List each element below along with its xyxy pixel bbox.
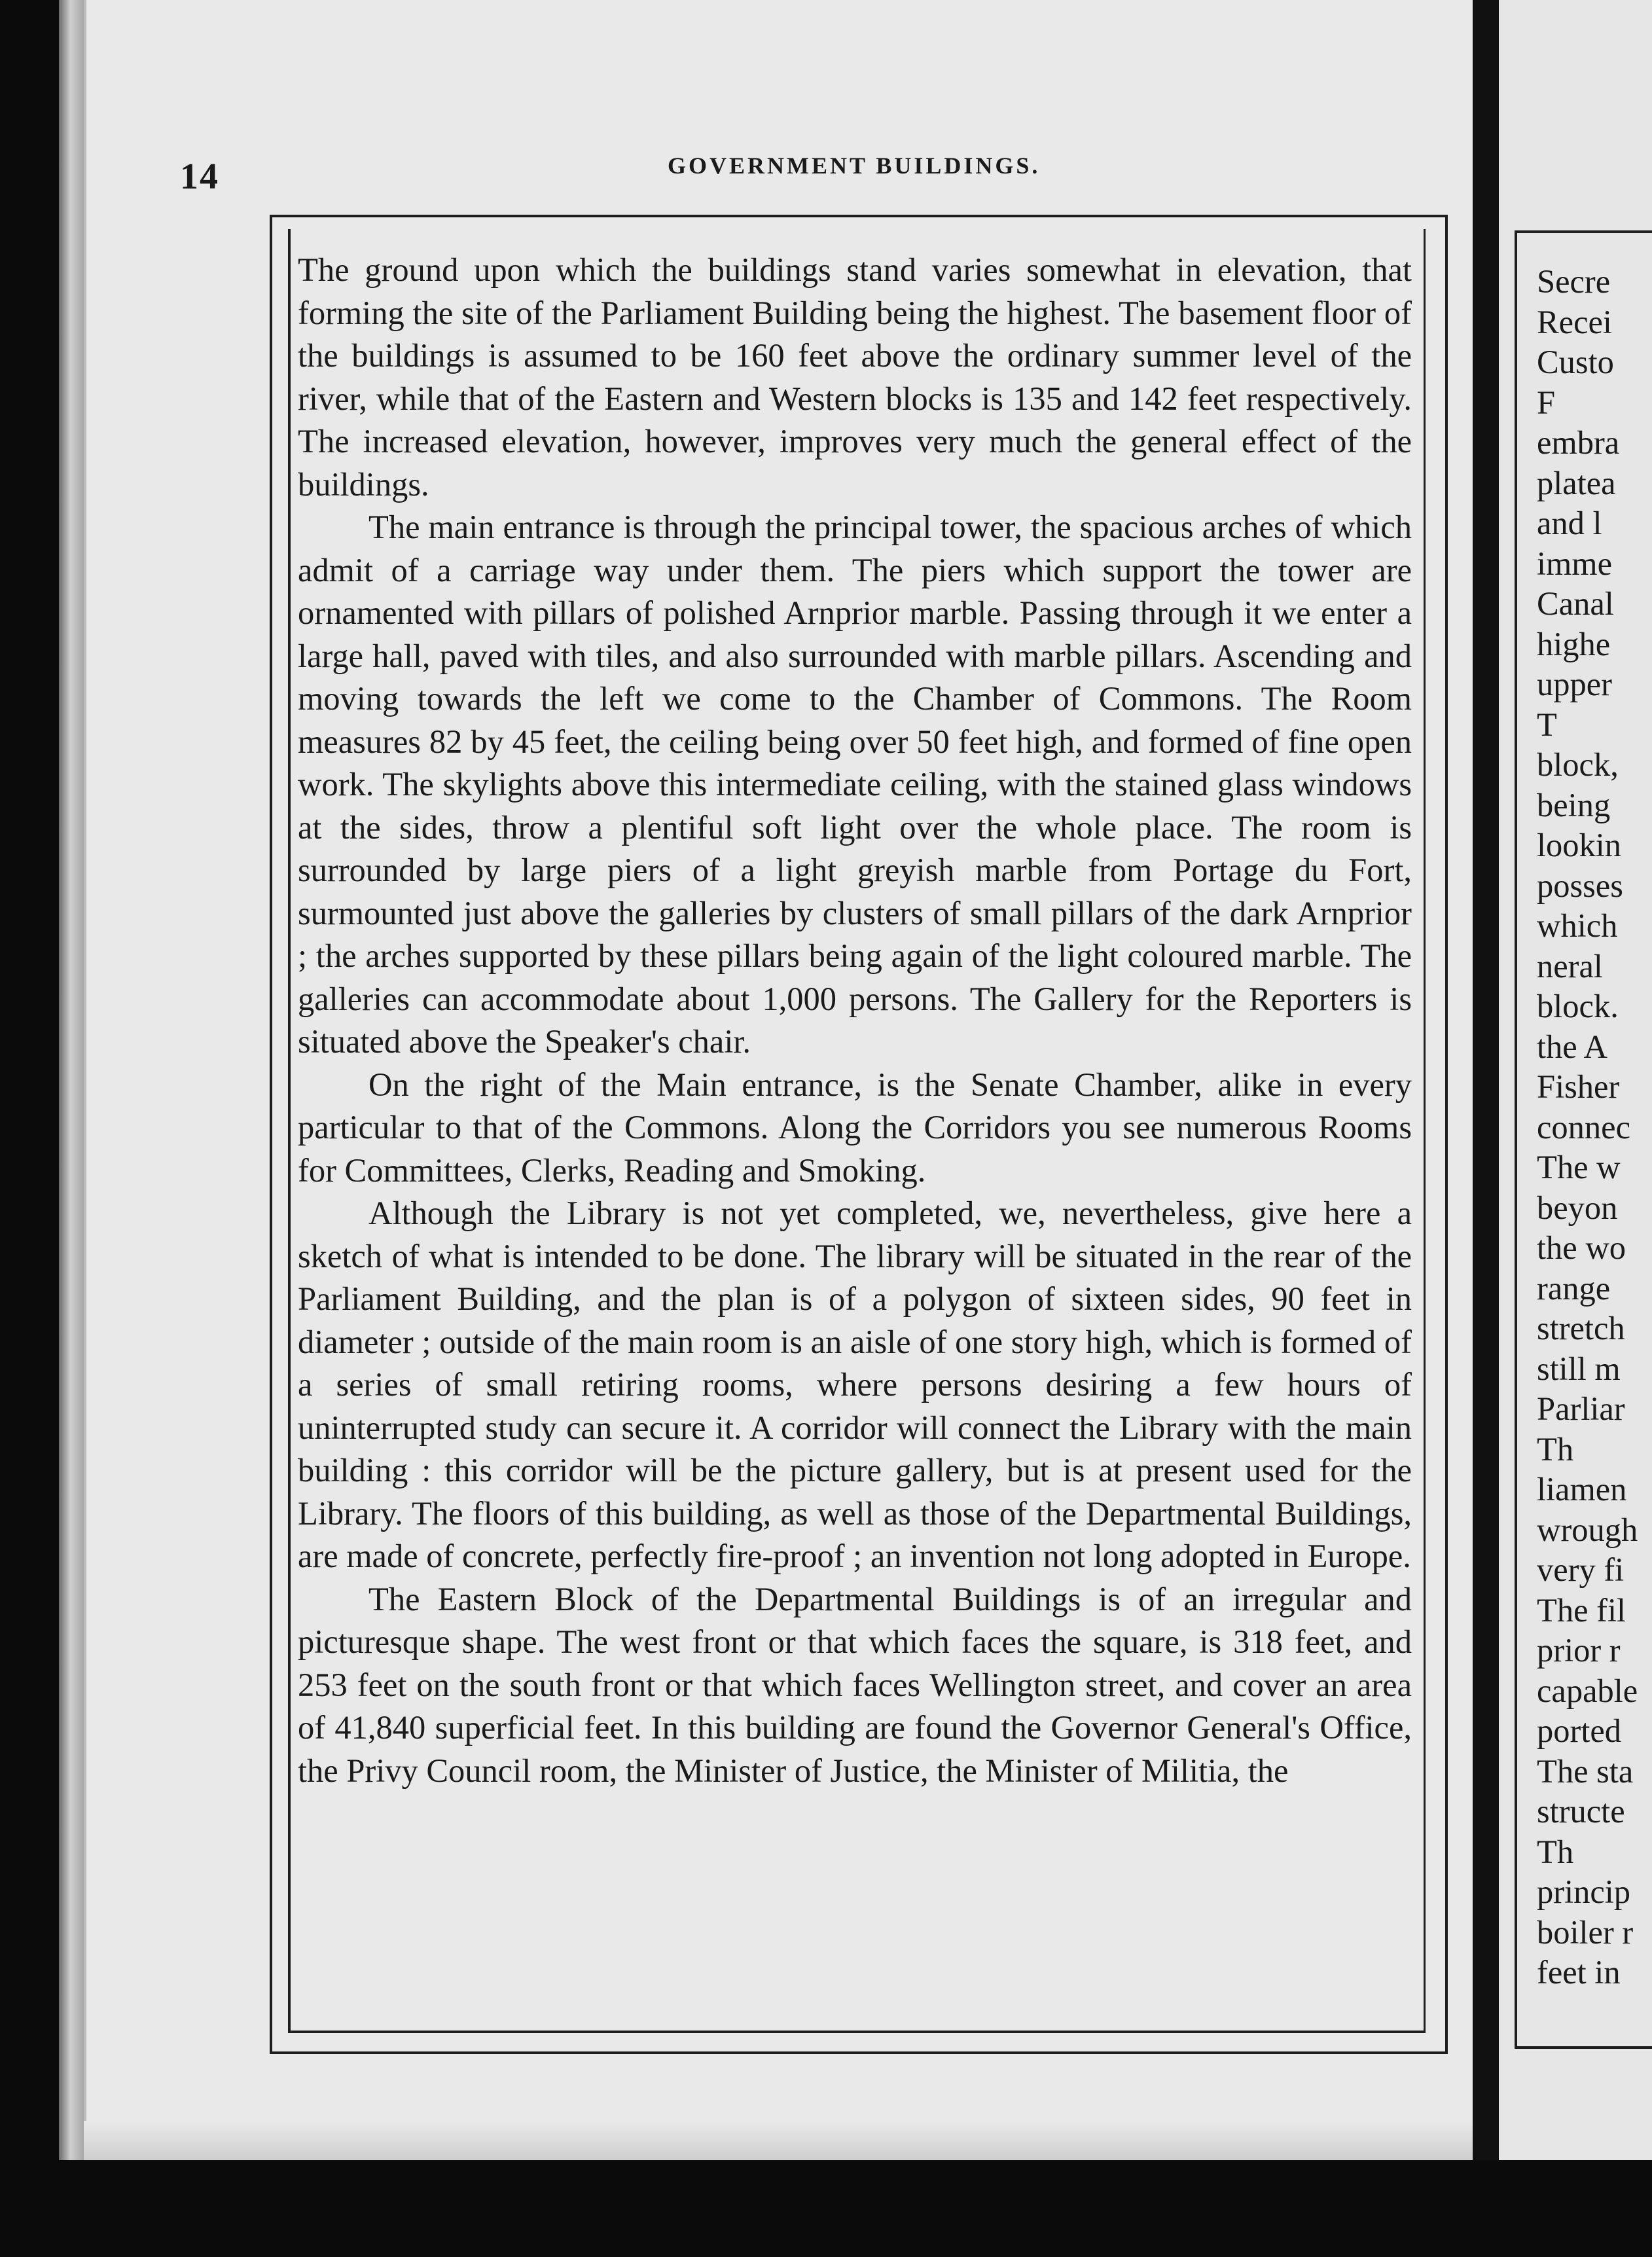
running-head: GOVERNMENT BUILDINGS. [668,153,1041,179]
right-page-line: block, [1537,746,1619,783]
right-page-line: and l [1537,505,1602,541]
right-page-line: Recei [1537,303,1612,340]
right-page-line: prior r [1537,1632,1621,1669]
right-page-line: Secre [1537,263,1611,300]
right-page-line: boiler r [1537,1913,1634,1951]
paragraph: The ground upon which the buildings stand varies somewhat in elevation, that forming the site of the Parliament Building being the highest. The basement floor of the buildings is assumed to be 160 feet above the ordinary summer level of the river, while that of the Eastern and Western blocks is 135 and 142 feet respectively. The increased elevation, however, improves very much the general effect of the buildings. [298,251,1412,503]
book-gutter [1473,0,1499,2257]
right-page-line: very fi [1537,1551,1625,1588]
right-page-line: beyon [1537,1189,1618,1226]
right-page-line: The sta [1537,1752,1634,1790]
right-page-line: platea [1537,464,1616,501]
right-page-line: capable [1537,1672,1638,1709]
right-page [1499,0,1652,2257]
right-page-line: T [1537,706,1557,743]
right-page-line: Th [1537,1430,1574,1468]
paragraph: Although the Library is not yet completed, we, nevertheless, give here a sketch of what is intended to be done. The library will be situated in the rear of the Parliament Building, and the plan is of a polygon of sixteen sides, 90 feet in diameter ; outside of the main room is an aisle of one story high, which is formed of a series of small retiring rooms, where persons desiring a few hours of uninterrupted study can secure it. A corridor will connect the Library with the main building : this corridor will be the picture gallery, but is at present used for the Library. The floors of this building, as well as those of the Departmental Buildings, are made of concrete, perfectly fire-proof ; an invention not long adopted in Europe. [298,1195,1412,1574]
paragraph: On the right of the Main entrance, is the Senate Chamber, alike in every particular to that of the Commons. Along the Corridors you see numerous Rooms for Committees, Clerks, Reading and Smoking. [298,1066,1412,1189]
right-page-line: princip [1537,1873,1631,1910]
right-page-line: range [1537,1269,1611,1307]
scan-background [0,2160,1652,2257]
right-page-line: wrough [1537,1511,1638,1548]
paragraph: The Eastern Block of the Departmental Buildings is of an irregular and picturesque shape. The west front or that which faces the square, is 318 feet, and 253 feet on the south front or that which faces Wellington street, and cover an area of 41,840 superficial feet. In this building are found the Governor General's Office, the Privy Council room, the Minister of Justice, the Minister of Militia, the [298,1580,1412,1789]
right-page-line: feet in [1537,1954,1621,1991]
page-bottom-shadow [84,2121,1473,2160]
right-page-line: liamen [1537,1471,1627,1508]
right-page-line: F [1537,384,1556,421]
right-page-line: connec [1537,1108,1630,1146]
right-page-line: embra [1537,424,1620,461]
right-page-line: the wo [1537,1229,1626,1266]
right-page-text [1537,262,1652,1993]
right-page-line: still m [1537,1350,1621,1387]
right-page-line: imme [1537,545,1613,582]
right-page-line: which [1537,907,1618,944]
right-page-line: ported [1537,1712,1622,1749]
right-page-line: highe [1537,625,1611,662]
right-page-line: Canal [1537,585,1614,622]
right-page-line: upper [1537,666,1612,702]
right-page-line: The w [1537,1149,1621,1185]
right-page-line: the A [1537,1028,1608,1065]
right-page-line: Parliar [1537,1390,1625,1427]
right-page-line: Th [1537,1833,1574,1870]
right-page-line: block. [1537,988,1619,1024]
right-page-line: Custo [1537,344,1614,380]
right-page-line: being [1537,786,1611,823]
body-text [298,249,1412,1792]
right-page-line: structe [1537,1793,1625,1830]
paragraph: The main entrance is through the principal tower, the spacious arches of which admit of a carriage way under them. The piers which support the tower are ornamented with pillars of polished Arnprior marble. Passing through it we enter a large hall, paved with tiles, and also surrounded with marble pillars. Ascending and moving towards the left we come to the Chamber of Commons. The Room measures 82 by 45 feet, the ceiling being over 50 feet high, and formed of fine open work. The skylights above this intermediate ceiling, with the stained glass windows at the sides, throw a plentiful soft light over the whole place. The room is surrounded by large piers of a light greyish marble from Portage du Fort, surmounted just above the galleries by clusters of small pillars of the dark Arnprior ; the arches supported by these pillars being again of the light coloured marble. The galleries can accommodate about 1,000 persons. The Gallery for the Reporters is situated above the Speaker's chair. [298,509,1412,1060]
page-number: 14 [180,156,219,197]
right-page-line: lookin [1537,827,1622,863]
right-page-line: stretch [1537,1310,1625,1346]
right-page-line: posses [1537,867,1623,904]
right-page-line: neral [1537,947,1603,984]
right-page-line: The fil [1537,1591,1626,1629]
right-page-line: Fisher [1537,1068,1620,1105]
